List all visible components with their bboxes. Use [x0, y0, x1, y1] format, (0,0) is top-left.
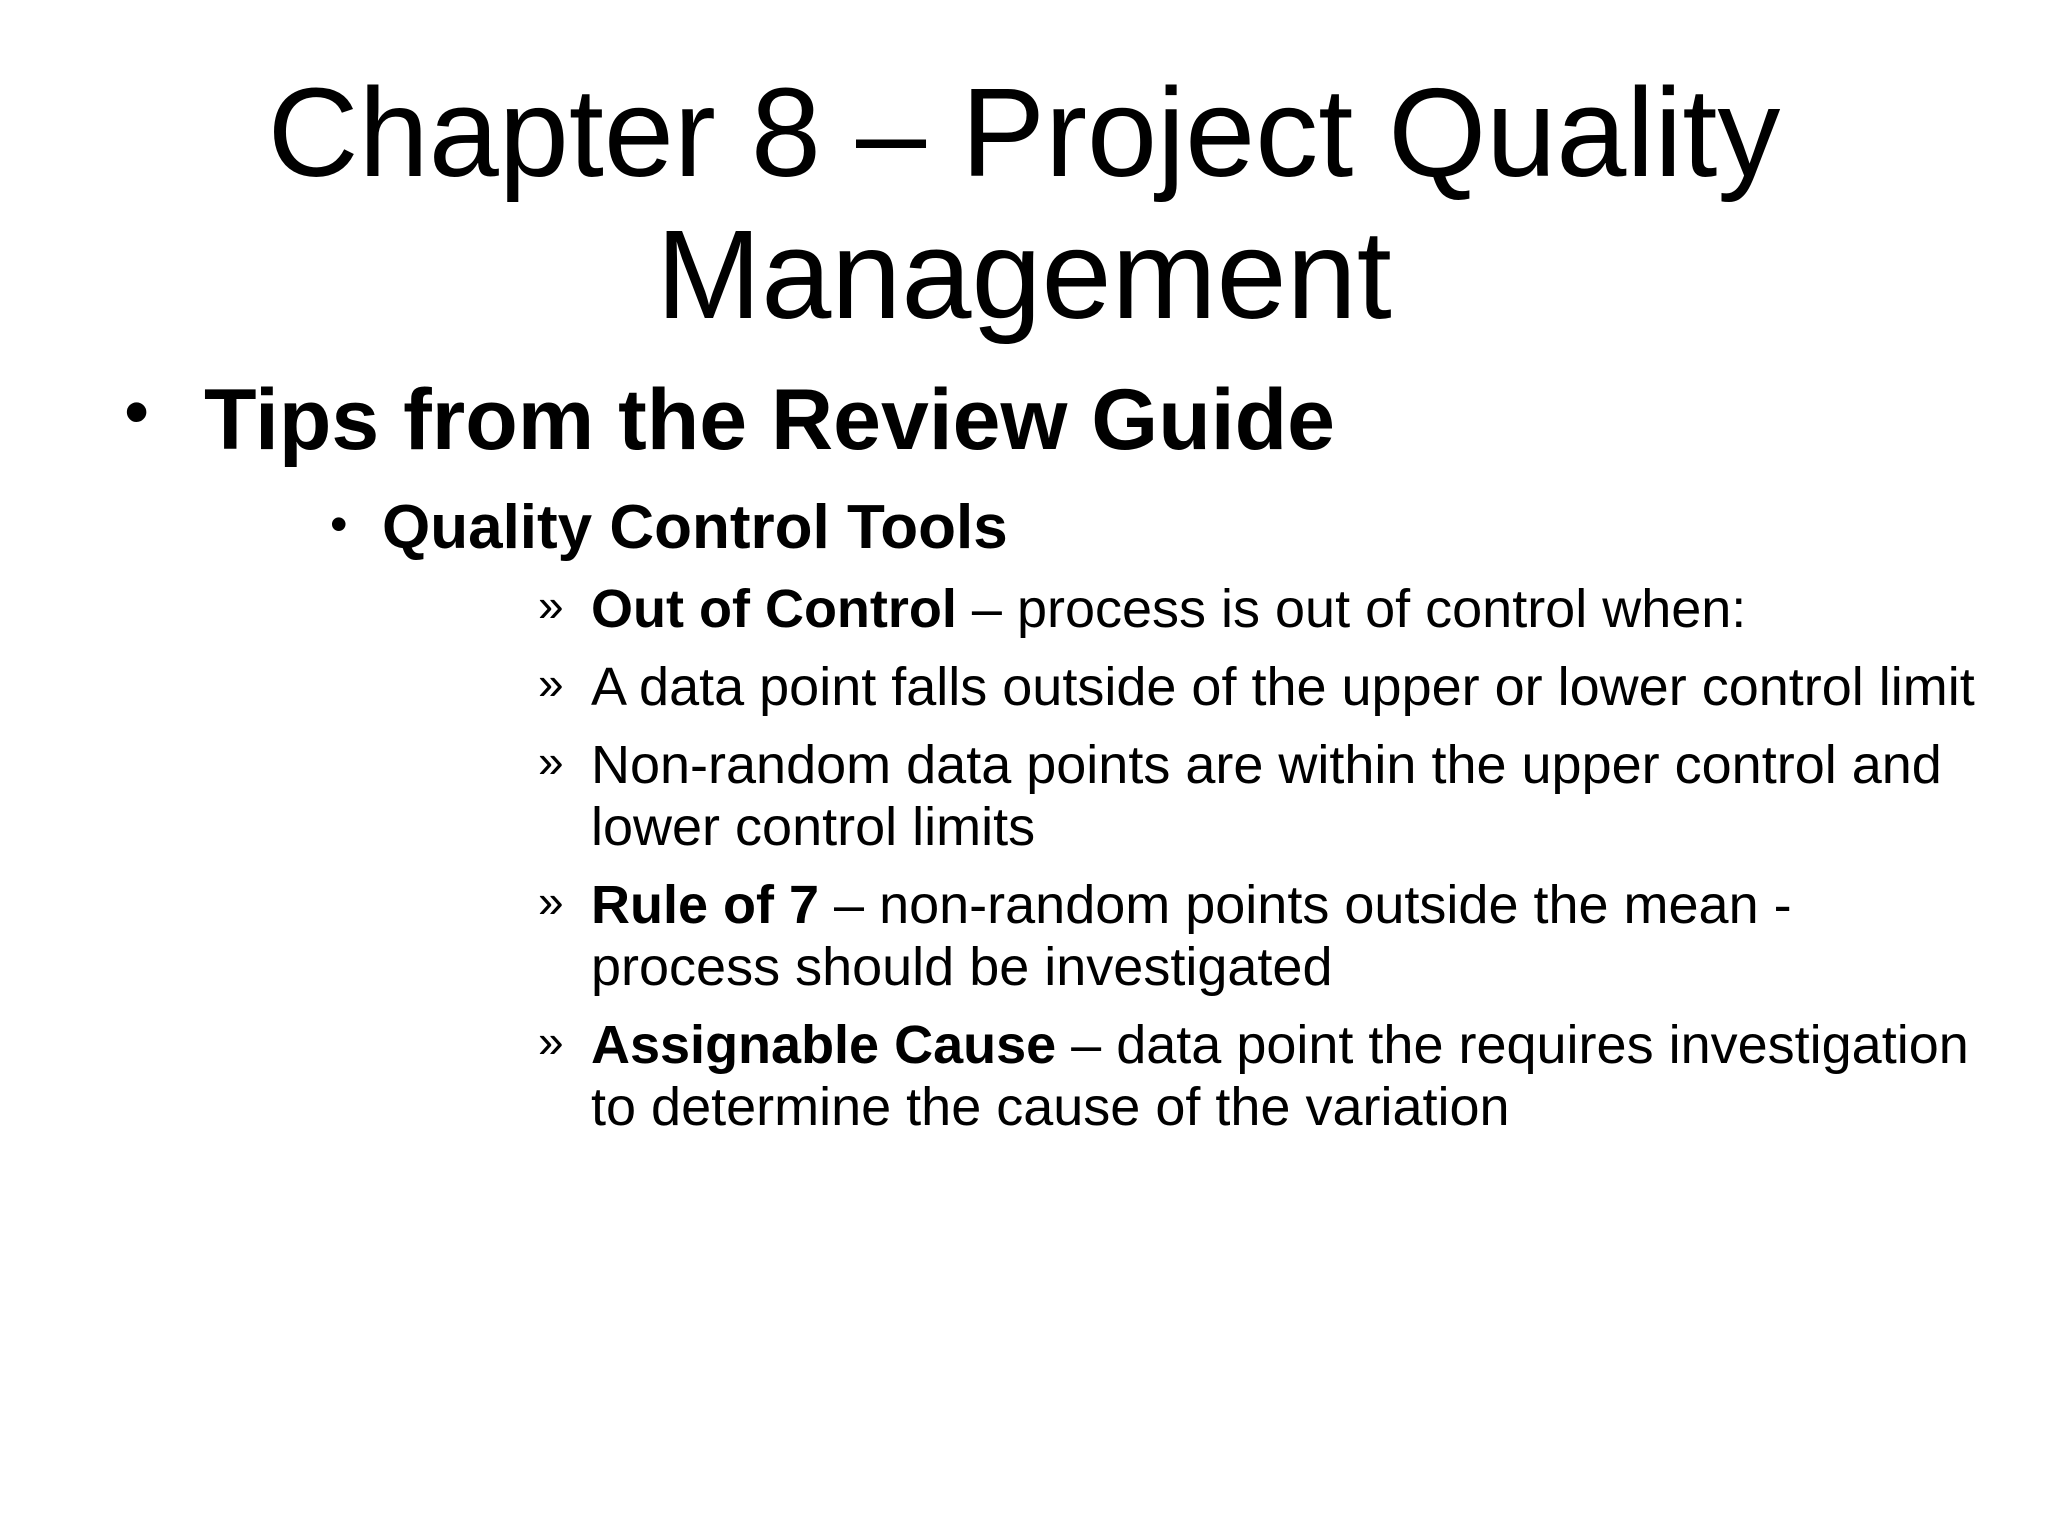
- double-chevron-icon: »: [538, 1015, 564, 1067]
- list-item: [538, 874, 1978, 998]
- double-chevron-icon: »: [538, 579, 564, 631]
- item-bold-term: Rule of 7: [591, 875, 820, 935]
- title-line-1: Chapter 8 – Project Quality: [267, 62, 1781, 203]
- item-text: Non-random data points are within the upper control and lower control limits: [591, 735, 1942, 857]
- item-text: – process is out of control when:: [956, 579, 1747, 639]
- slide-title: [0, 62, 2048, 346]
- sub-bullet-list: [538, 578, 1978, 1154]
- item-text: – data point the requires investigation to determine the cause of the variation: [591, 1015, 1969, 1137]
- bullet-dot-icon: •: [330, 496, 348, 552]
- double-chevron-icon: »: [538, 735, 564, 787]
- item-text: A data point falls outside of the upper or lower control limit: [591, 657, 1975, 717]
- item-text: – non-random points outside the mean - process should be investigated: [591, 875, 1792, 997]
- double-chevron-icon: »: [538, 657, 564, 709]
- level-1-text: Tips from the Review Guide: [204, 372, 1335, 468]
- item-bold-term: Out of Control: [591, 579, 957, 639]
- list-item: [538, 1014, 1978, 1138]
- list-item: [538, 656, 1978, 718]
- list-item: [538, 734, 1978, 858]
- double-chevron-icon: »: [538, 875, 564, 927]
- title-line-2: Management: [656, 204, 1392, 345]
- list-item: [538, 578, 1978, 640]
- item-bold-term: Assignable Cause: [591, 1015, 1057, 1075]
- bullet-dot-icon: •: [124, 372, 150, 452]
- level-2-text: Quality Control Tools: [382, 493, 1008, 562]
